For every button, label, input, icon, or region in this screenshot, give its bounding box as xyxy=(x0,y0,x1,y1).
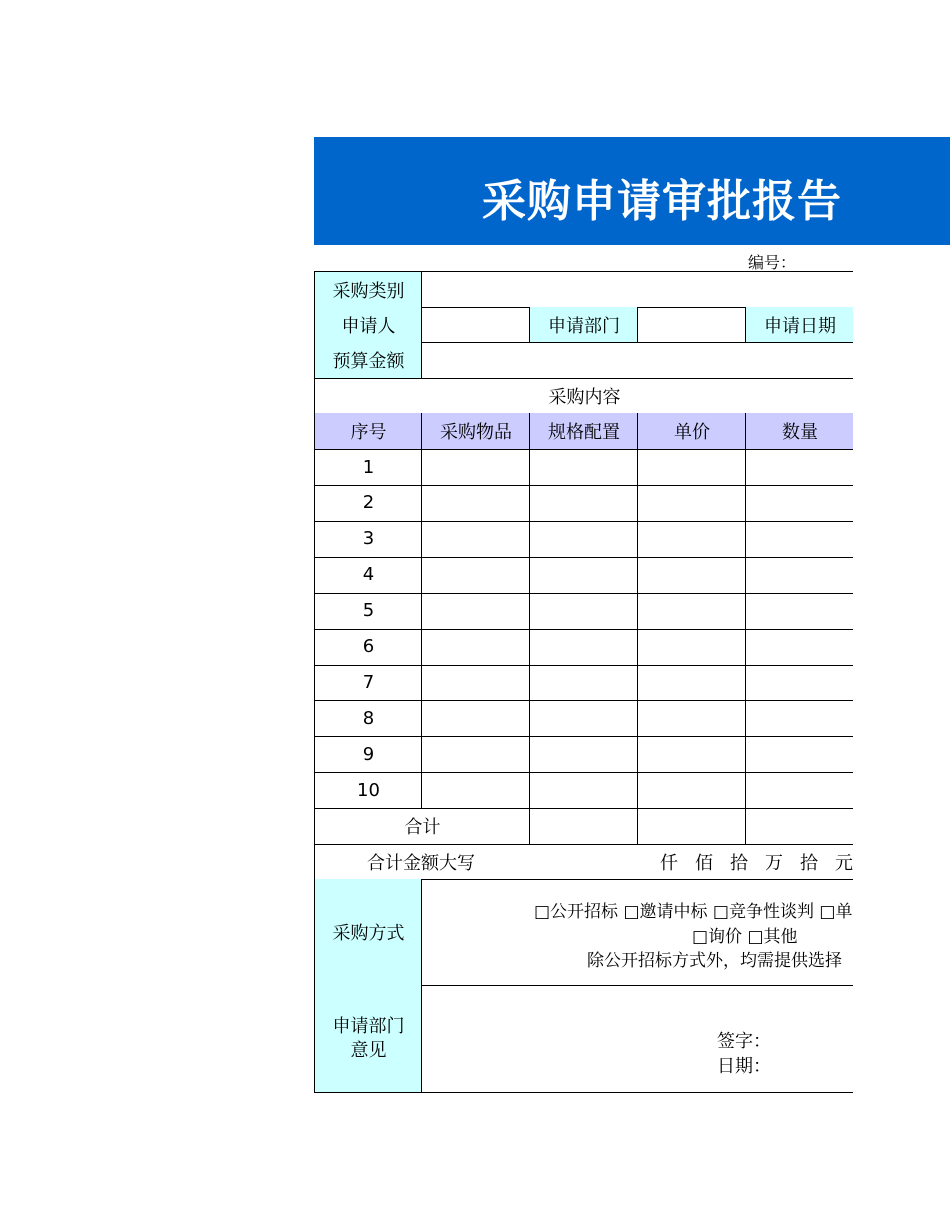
total-price-cell[interactable] xyxy=(637,808,746,845)
table-cell[interactable] xyxy=(745,521,853,558)
row-index: 3 xyxy=(314,521,422,558)
table-cell[interactable] xyxy=(421,485,530,522)
table-cell[interactable] xyxy=(637,772,746,809)
signature-label: 签字： xyxy=(717,1031,771,1052)
table-cell[interactable] xyxy=(529,736,638,773)
amount-unit: 仟 xyxy=(660,852,678,874)
row-index: 5 xyxy=(314,593,422,630)
total-spec-cell[interactable] xyxy=(529,808,638,845)
table-cell[interactable] xyxy=(637,700,746,737)
table-cell[interactable] xyxy=(745,449,853,486)
table-cell[interactable] xyxy=(529,772,638,809)
col-header-price: 单价 xyxy=(637,413,746,450)
opinion-label-text: 申请部门意见 xyxy=(332,1015,405,1061)
amount-unit: 元 xyxy=(835,852,853,874)
category-label: 采购类别 xyxy=(314,272,422,308)
date-label: 申请日期 xyxy=(745,307,853,343)
table-cell[interactable] xyxy=(529,449,638,486)
department-label: 申请部门 xyxy=(529,307,638,343)
table-cell[interactable] xyxy=(637,485,746,522)
amount-unit: 拾 xyxy=(800,852,818,874)
method-line-2: □询价 □其他 xyxy=(692,927,798,947)
table-cell[interactable] xyxy=(421,772,530,809)
table-cell[interactable] xyxy=(421,629,530,666)
table-cell[interactable] xyxy=(745,736,853,773)
method-line-3: 除公开招标方式外，均需提供选择 xyxy=(587,951,842,971)
opinion-date-label: 日期： xyxy=(717,1056,771,1077)
budget-input[interactable] xyxy=(421,342,853,379)
table-cell[interactable] xyxy=(529,593,638,630)
applicant-label: 申请人 xyxy=(314,307,422,343)
table-cell[interactable] xyxy=(529,557,638,594)
total-uppercase-row xyxy=(314,844,853,880)
table-cell[interactable] xyxy=(421,593,530,630)
opinion-label xyxy=(314,985,422,1093)
page-title: 采购申请审批报告 xyxy=(482,176,842,227)
col-header-index: 序号 xyxy=(314,413,422,450)
amount-unit: 佰 xyxy=(695,852,713,874)
table-cell[interactable] xyxy=(529,629,638,666)
applicant-input[interactable] xyxy=(421,307,530,343)
department-input[interactable] xyxy=(637,307,746,343)
table-cell[interactable] xyxy=(745,593,853,630)
table-cell[interactable] xyxy=(529,700,638,737)
table-cell[interactable] xyxy=(637,557,746,594)
table-cell[interactable] xyxy=(637,593,746,630)
col-header-item: 采购物品 xyxy=(421,413,530,450)
total-uppercase-label: 合计金额大写 xyxy=(367,852,475,874)
row-index: 9 xyxy=(314,736,422,773)
budget-label: 预算金额 xyxy=(314,342,422,379)
total-qty-cell[interactable] xyxy=(745,808,853,845)
row-index: 2 xyxy=(314,485,422,522)
table-cell[interactable] xyxy=(421,521,530,558)
table-cell[interactable] xyxy=(529,485,638,522)
row-index: 7 xyxy=(314,664,422,701)
table-cell[interactable] xyxy=(421,664,530,701)
table-cell[interactable] xyxy=(745,700,853,737)
method-options[interactable] xyxy=(421,879,853,986)
table-cell[interactable] xyxy=(637,664,746,701)
col-header-qty: 数量 xyxy=(745,413,853,450)
method-label: 采购方式 xyxy=(314,879,422,986)
table-cell[interactable] xyxy=(637,736,746,773)
row-index: 4 xyxy=(314,557,422,594)
category-input[interactable] xyxy=(421,272,853,308)
serial-number-label: 编号： xyxy=(748,253,797,272)
table-cell[interactable] xyxy=(421,700,530,737)
table-cell[interactable] xyxy=(421,557,530,594)
table-cell[interactable] xyxy=(745,629,853,666)
table-cell[interactable] xyxy=(637,629,746,666)
content-header: 采购内容 xyxy=(314,378,853,414)
total-label: 合计 xyxy=(314,808,530,845)
table-cell[interactable] xyxy=(745,485,853,522)
table-cell[interactable] xyxy=(421,449,530,486)
table-cell[interactable] xyxy=(637,521,746,558)
opinion-box[interactable] xyxy=(421,985,853,1093)
col-header-spec: 规格配置 xyxy=(529,413,638,450)
row-index: 8 xyxy=(314,700,422,737)
title-banner xyxy=(314,137,950,245)
approval-form xyxy=(314,271,853,1094)
table-cell[interactable] xyxy=(745,772,853,809)
amount-unit: 拾 xyxy=(730,852,748,874)
method-line-1: □公开招标 □邀请中标 □竞争性谈判 □单 xyxy=(534,902,853,922)
table-cell[interactable] xyxy=(745,557,853,594)
table-cell[interactable] xyxy=(745,664,853,701)
amount-unit: 万 xyxy=(765,852,783,874)
table-cell[interactable] xyxy=(637,449,746,486)
table-cell[interactable] xyxy=(421,736,530,773)
table-cell[interactable] xyxy=(529,664,638,701)
row-index: 6 xyxy=(314,629,422,666)
row-index: 1 xyxy=(314,449,422,486)
row-index: 10 xyxy=(314,772,422,809)
table-cell[interactable] xyxy=(529,521,638,558)
